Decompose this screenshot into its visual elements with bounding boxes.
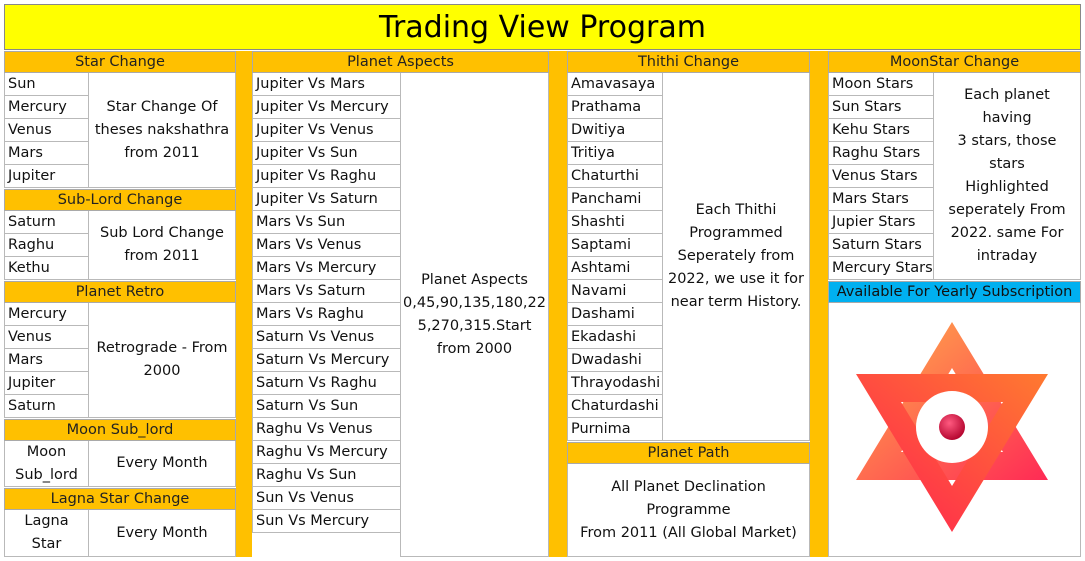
moon-sub-lord-header: Moon Sub_lord bbox=[4, 419, 236, 441]
list-item: Raghu Stars bbox=[828, 142, 934, 165]
planet-aspects-note: Planet Aspects 0,45,90,135,180,22 5,270,315.Start from 2000 bbox=[400, 73, 549, 557]
thithi-change-header: Thithi Change bbox=[567, 51, 810, 73]
list-item: Jupiter bbox=[4, 165, 89, 188]
list-item: Mars bbox=[4, 142, 89, 165]
sub-lord-change-note: Sub Lord Change from 2011 bbox=[88, 211, 236, 280]
list-item: Raghu bbox=[4, 234, 89, 257]
moon-sub-lord-note: Every Month bbox=[88, 441, 236, 487]
list-item: Purnima bbox=[567, 418, 663, 441]
list-item: Venus bbox=[4, 119, 89, 142]
list-item: Mars Stars bbox=[828, 188, 934, 211]
list-item: Kethu bbox=[4, 257, 89, 280]
list-item: Chaturthi bbox=[567, 165, 663, 188]
column-separator bbox=[810, 51, 828, 557]
star-of-david-icon bbox=[850, 318, 1054, 538]
list-item: Jupiter Vs Mercury bbox=[252, 96, 401, 119]
lagna-star-change-header: Lagna Star Change bbox=[4, 488, 236, 510]
planet-aspects-header: Planet Aspects bbox=[252, 51, 549, 73]
list-item: Mercury Stars bbox=[828, 257, 934, 280]
column-separator bbox=[549, 51, 567, 557]
list-item: Mars Vs Raghu bbox=[252, 303, 401, 326]
list-item: Saturn bbox=[4, 395, 89, 418]
sub-lord-change-header: Sub-Lord Change bbox=[4, 189, 236, 211]
planet-retro-note: Retrograde - From 2000 bbox=[88, 303, 236, 418]
list-item: Mars Vs Saturn bbox=[252, 280, 401, 303]
list-item: Moon Stars bbox=[828, 73, 934, 96]
planet-retro-header: Planet Retro bbox=[4, 281, 236, 303]
list-item: Jupier Stars bbox=[828, 211, 934, 234]
planet-path-header: Planet Path bbox=[567, 442, 810, 464]
list-item: Jupiter Vs Mars bbox=[252, 73, 401, 96]
list-item: Chaturdashi bbox=[567, 395, 663, 418]
list-item: Saptami bbox=[567, 234, 663, 257]
moonstar-change-header: MoonStar Change bbox=[828, 51, 1081, 73]
list-item: Saturn Vs Sun bbox=[252, 395, 401, 418]
list-item: Mars Vs Sun bbox=[252, 211, 401, 234]
list-item: Saturn Vs Raghu bbox=[252, 372, 401, 395]
star-change-header: Star Change bbox=[4, 51, 236, 73]
list-item: Thrayodashi bbox=[567, 372, 663, 395]
list-item: Venus bbox=[4, 326, 89, 349]
list-item: Dwadashi bbox=[567, 349, 663, 372]
list-item: Jupiter Vs Sun bbox=[252, 142, 401, 165]
thithi-change-note: Each Thithi Programmed Seperately from 2022, we use it for near term History. bbox=[662, 73, 810, 441]
list-item: Jupiter Vs Venus bbox=[252, 119, 401, 142]
list-item: Sun Stars bbox=[828, 96, 934, 119]
list-item: Amavasaya bbox=[567, 73, 663, 96]
list-item: Saturn Vs Venus bbox=[252, 326, 401, 349]
moon-sub-lord-label: Moon Sub_lord bbox=[4, 441, 89, 487]
list-item: Raghu Vs Mercury bbox=[252, 441, 401, 464]
list-item: Saturn Stars bbox=[828, 234, 934, 257]
list-item: Dwitiya bbox=[567, 119, 663, 142]
page-title: Trading View Program bbox=[4, 4, 1081, 50]
list-item: Jupiter Vs Raghu bbox=[252, 165, 401, 188]
list-item: Sun Vs Venus bbox=[252, 487, 401, 510]
list-item: Mars bbox=[4, 349, 89, 372]
list-item: Raghu Vs Sun bbox=[252, 464, 401, 487]
list-item: Saturn bbox=[4, 211, 89, 234]
list-item: Saturn Vs Mercury bbox=[252, 349, 401, 372]
moonstar-change-note: Each planet having 3 stars, those stars Highlighted seperately From 2022. same For intraday bbox=[933, 73, 1081, 280]
subscription-banner: Available For Yearly Subscription bbox=[828, 281, 1081, 303]
list-item: Ashtami bbox=[567, 257, 663, 280]
list-item: Prathama bbox=[567, 96, 663, 119]
list-item: Jupiter bbox=[4, 372, 89, 395]
lagna-star-note: Every Month bbox=[88, 510, 236, 557]
column-separator bbox=[236, 51, 252, 557]
list-item: Kehu Stars bbox=[828, 119, 934, 142]
list-item: Navami bbox=[567, 280, 663, 303]
list-item: Mercury bbox=[4, 96, 89, 119]
list-item: Sun bbox=[4, 73, 89, 96]
list-item: Panchami bbox=[567, 188, 663, 211]
list-item: Mercury bbox=[4, 303, 89, 326]
list-item: Mars Vs Venus bbox=[252, 234, 401, 257]
list-item: Shashti bbox=[567, 211, 663, 234]
list-item: Tritiya bbox=[567, 142, 663, 165]
list-item: Ekadashi bbox=[567, 326, 663, 349]
list-item: Dashami bbox=[567, 303, 663, 326]
list-item: Mars Vs Mercury bbox=[252, 257, 401, 280]
list-item: Sun Vs Mercury bbox=[252, 510, 401, 533]
list-item: Venus Stars bbox=[828, 165, 934, 188]
list-item: Jupiter Vs Saturn bbox=[252, 188, 401, 211]
lagna-star-label: Lagna Star bbox=[4, 510, 89, 557]
planet-path-note: All Planet Declination Programme From 2011 (All Global Market) bbox=[567, 464, 810, 557]
list-item: Raghu Vs Venus bbox=[252, 418, 401, 441]
star-change-note: Star Change Of theses nakshathra from 2011 bbox=[88, 73, 236, 188]
